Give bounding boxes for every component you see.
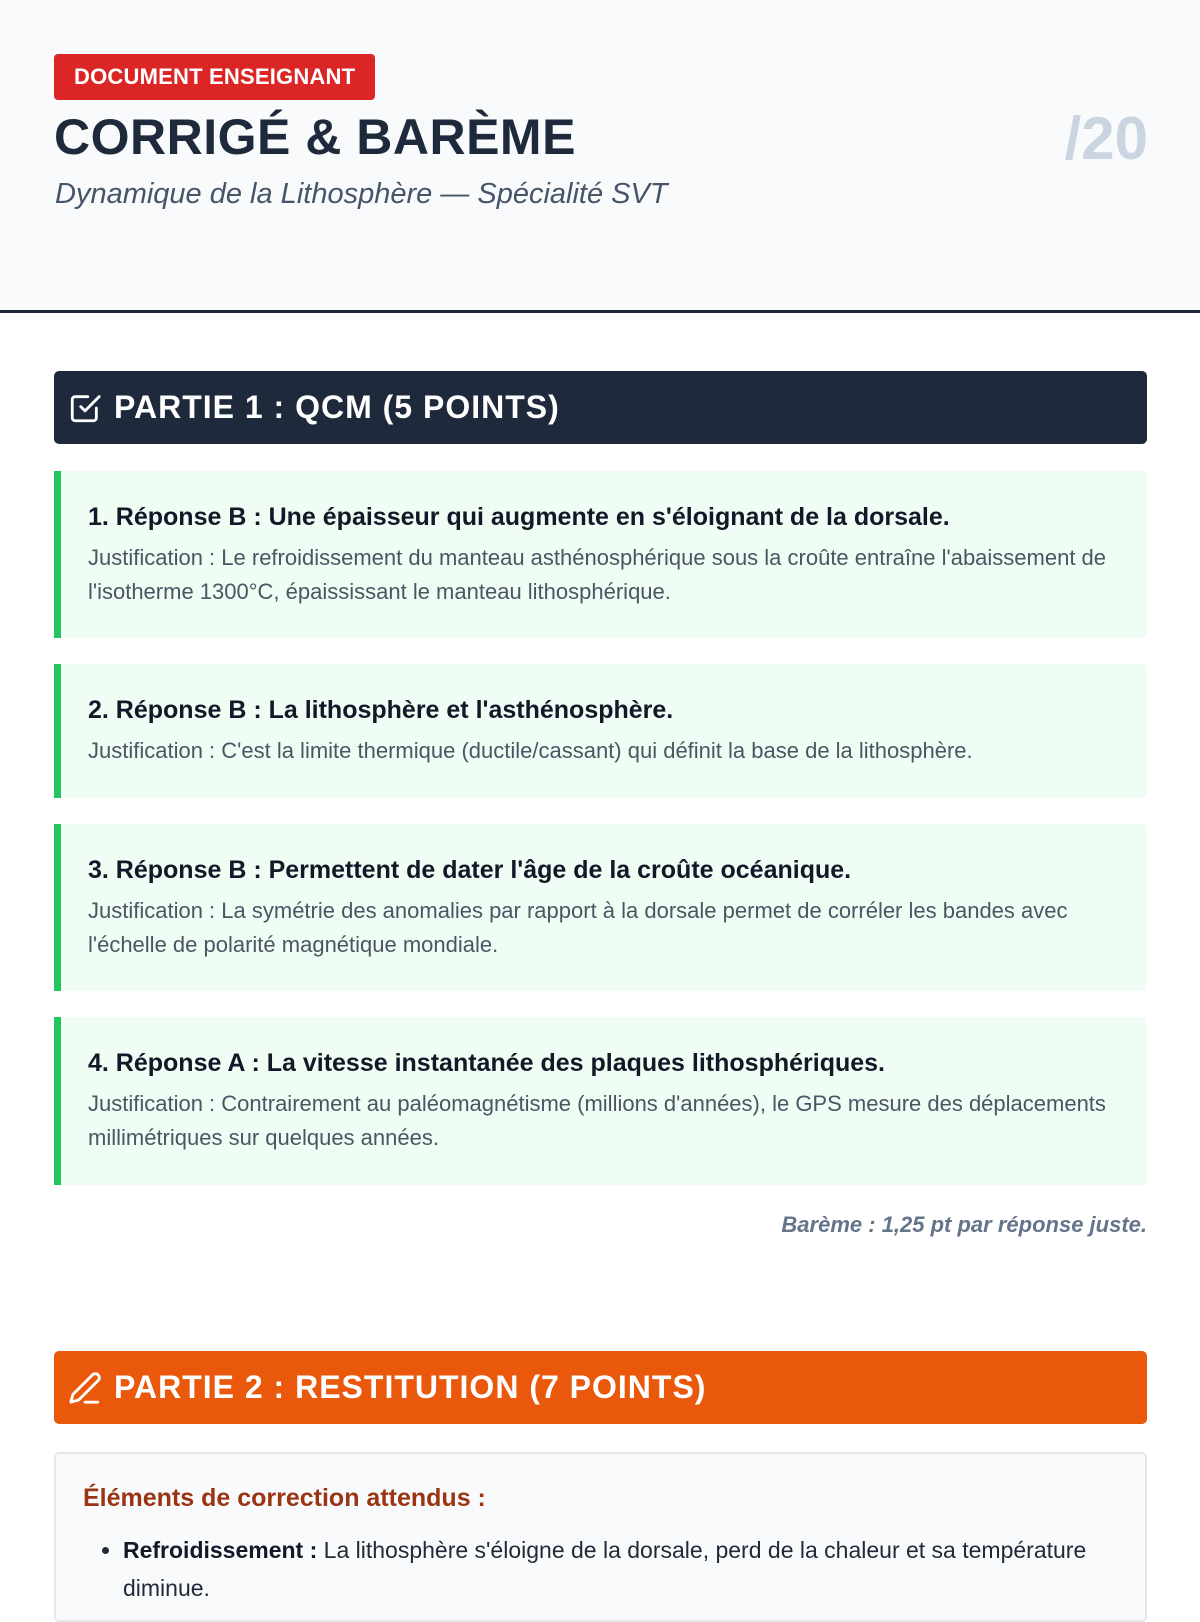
correction-box [54, 1452, 1147, 1622]
section-header-part2 [54, 1351, 1147, 1424]
answer-justification: Justification : Contrairement au paléomagnétisme (millions d'années), le GPS mesure des déplacements millimétriques sur quelques années. [88, 1091, 1106, 1150]
correction-list [83, 1531, 1119, 1607]
answer-title: 2. Réponse B : La lithosphère et l'asthénosphère. [88, 696, 674, 724]
score-total: /20 [1064, 105, 1148, 172]
correction-text: La lithosphère s'éloigne de la dorsale, perd de la chaleur et sa température diminue. [123, 1537, 1087, 1601]
answer-card-1 [54, 471, 1147, 638]
correction-heading: Éléments de correction attendus : [83, 1484, 486, 1512]
correction-term: Refroidissement : [123, 1537, 318, 1563]
section-title-part1: PARTIE 1 : QCM (5 POINTS) [114, 389, 560, 425]
pen-icon [68, 1371, 102, 1405]
document-header [0, 0, 1200, 313]
answer-title: 1. Réponse B : Une épaisseur qui augmente en s'éloignant de la dorsale. [88, 503, 950, 531]
page-subtitle: Dynamique de la Lithosphère — Spécialité SVT [55, 178, 668, 210]
teacher-document-badge: DOCUMENT ENSEIGNANT [54, 54, 375, 100]
answer-card-4 [54, 1017, 1147, 1185]
answer-justification: Justification : C'est la limite thermique (ductile/cassant) qui définit la base de la lithosphère. [88, 738, 973, 763]
answer-title: 3. Réponse B : Permettent de dater l'âge de la croûte océanique. [88, 856, 852, 884]
answer-title: 4. Réponse A : La vitesse instantanée des plaques lithosphériques. [88, 1049, 885, 1077]
checkbox-icon [68, 391, 102, 425]
section-header-part1 [54, 371, 1147, 444]
section-title-part2: PARTIE 2 : RESTITUTION (7 POINTS) [114, 1369, 707, 1405]
answer-justification: Justification : La symétrie des anomalies par rapport à la dorsale permet de corréler les bandes avec l'échelle de polarité magnétique mondiale. [88, 898, 1068, 957]
answer-card-3 [54, 824, 1147, 991]
answer-card-2 [54, 664, 1147, 798]
bareme-note: Barème : 1,25 pt par réponse juste. [781, 1212, 1147, 1237]
list-item [123, 1531, 1119, 1607]
answer-justification: Justification : Le refroidissement du manteau asthénosphérique sous la croûte entraîne l'abaissement de l'isotherme 1300°C, épaississant le manteau lithosphérique. [88, 545, 1107, 604]
page-title: CORRIGÉ & BARÈME [54, 109, 576, 165]
